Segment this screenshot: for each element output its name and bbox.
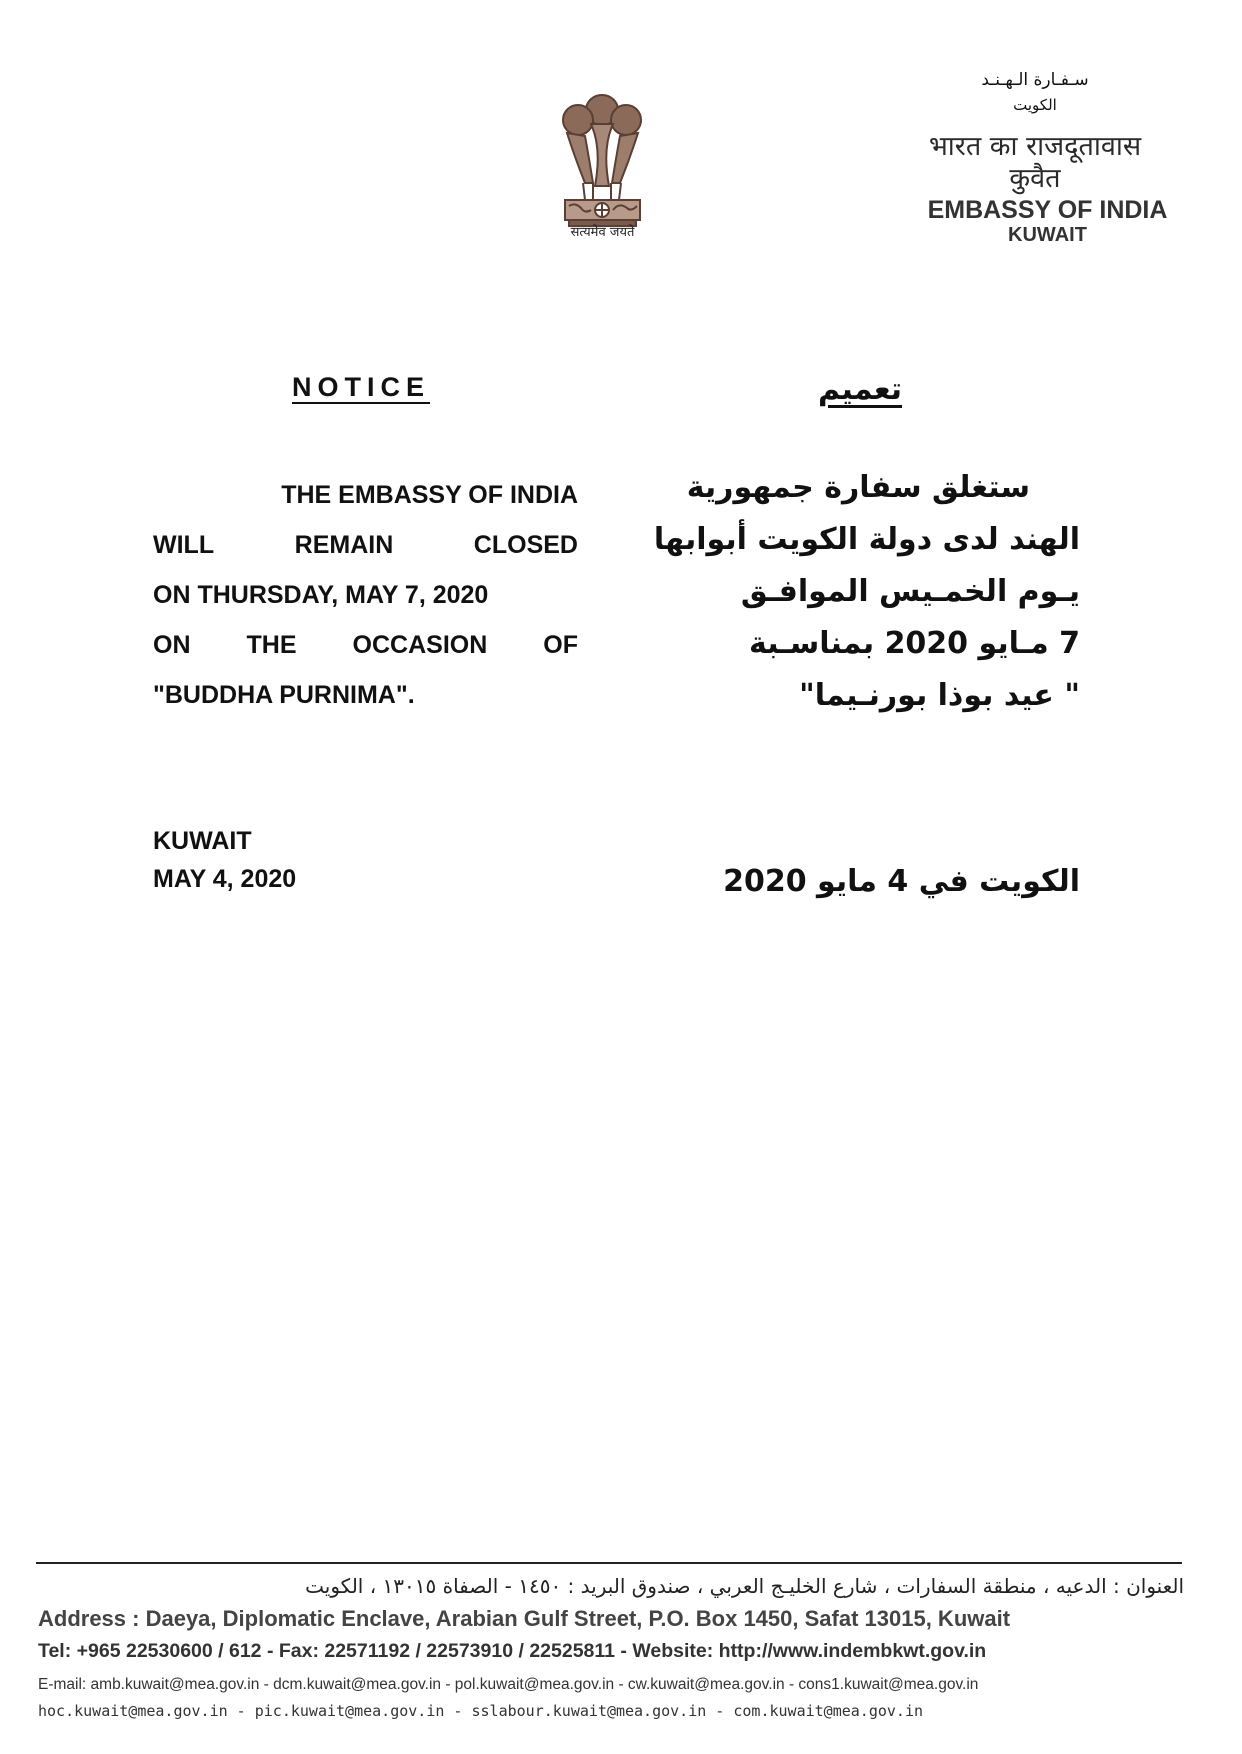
- notice-en-word: OCCASION: [352, 631, 488, 659]
- footer-address: Address : Daeya, Diplomatic Enclave, Arabian Gulf Street, P.O. Box 1450, Safat 13015, Kuwait: [38, 1606, 1011, 1631]
- notice-en-word: CLOSED: [473, 531, 578, 559]
- notice-en-line: [153, 570, 578, 620]
- notice-en-line: [153, 620, 578, 670]
- notice-en-word: OF: [543, 631, 578, 659]
- notice-ar-line: ستغلق سفارة جمهورية: [686, 470, 1030, 505]
- footer-emails-line-2: hoc.kuwait@mea.gov.in - pic.kuwait@mea.gov.in - sslabour.kuwait@mea.gov.in - com.kuwait@mea.gov.in: [38, 1702, 924, 1720]
- notice-en-word: WILL: [153, 531, 215, 559]
- letterhead-english-city: KUWAIT: [1008, 224, 1087, 246]
- notice-heading-arabic: تعميم: [817, 372, 903, 407]
- place-english: KUWAIT: [153, 827, 252, 855]
- letterhead-arabic-name: سـفـارة الـهـنـد: [981, 70, 1089, 90]
- letterhead-arabic-city: الكويت: [1013, 96, 1057, 114]
- notice-body-arabic: [610, 462, 1080, 722]
- notice-en-word: ON: [153, 631, 191, 659]
- notice-body-english: [153, 470, 578, 720]
- place-date-english: [153, 822, 296, 898]
- notice-en-line: [153, 470, 578, 520]
- notice-en-word: REMAIN: [294, 531, 394, 559]
- notice-ar-line: 7 مـايو 2020 بمناسـبة: [749, 626, 1080, 661]
- date-arabic: الكويت في 4 مايو 2020: [723, 864, 1080, 899]
- notice-heading-english: NOTICE: [292, 372, 431, 402]
- letterhead-english-name: EMBASSY OF INDIA: [927, 196, 1168, 224]
- letterhead-hindi-name: भारत का राजदूतावास: [928, 131, 1142, 162]
- footer-divider: [36, 1562, 1182, 1564]
- notice-en-text: THE EMBASSY OF INDIA: [281, 481, 578, 509]
- footer-contact: Tel: +965 22530600 / 612 - Fax: 22571192 / 22573910 / 22525811 - Website: http://www.indembkwt.gov.in: [38, 1640, 987, 1662]
- notice-en-word: THE: [246, 631, 297, 659]
- notice-en-text: "BUDDHA PURNIMA".: [153, 681, 415, 709]
- notice-en-text: ON THURSDAY, MAY 7, 2020: [153, 581, 489, 609]
- notice-en-line: [153, 670, 578, 720]
- footer-arabic-address: العنوان : الدعيه ، منطقة السفارات ، شارع الخليـج العربي ، صندوق البريد : ١٤٥٠ - الصفاة ١٣٠١٥ ، الكويت: [305, 1574, 1184, 1598]
- notice-ar-line: " عيد بوذا بورنـيما": [799, 678, 1080, 713]
- date-english: MAY 4, 2020: [153, 865, 297, 893]
- letterhead-hindi-city: कुवैत: [1009, 163, 1061, 194]
- footer-emails-line-1: E-mail: amb.kuwait@mea.gov.in - dcm.kuwait@mea.gov.in - pol.kuwait@mea.gov.in - cw.kuwait@mea.gov.in - cons1.kuwait@mea.gov.in: [38, 1676, 979, 1693]
- notice-ar-line: الهند لدى دولة الكويت أبوابها: [653, 522, 1080, 557]
- emblem-motto: सत्यमेव जयते: [570, 225, 635, 240]
- notice-ar-line: يـوم الخمـيس الموافـق: [740, 574, 1080, 609]
- notice-en-line: [153, 520, 578, 570]
- national-emblem-icon: [545, 88, 660, 233]
